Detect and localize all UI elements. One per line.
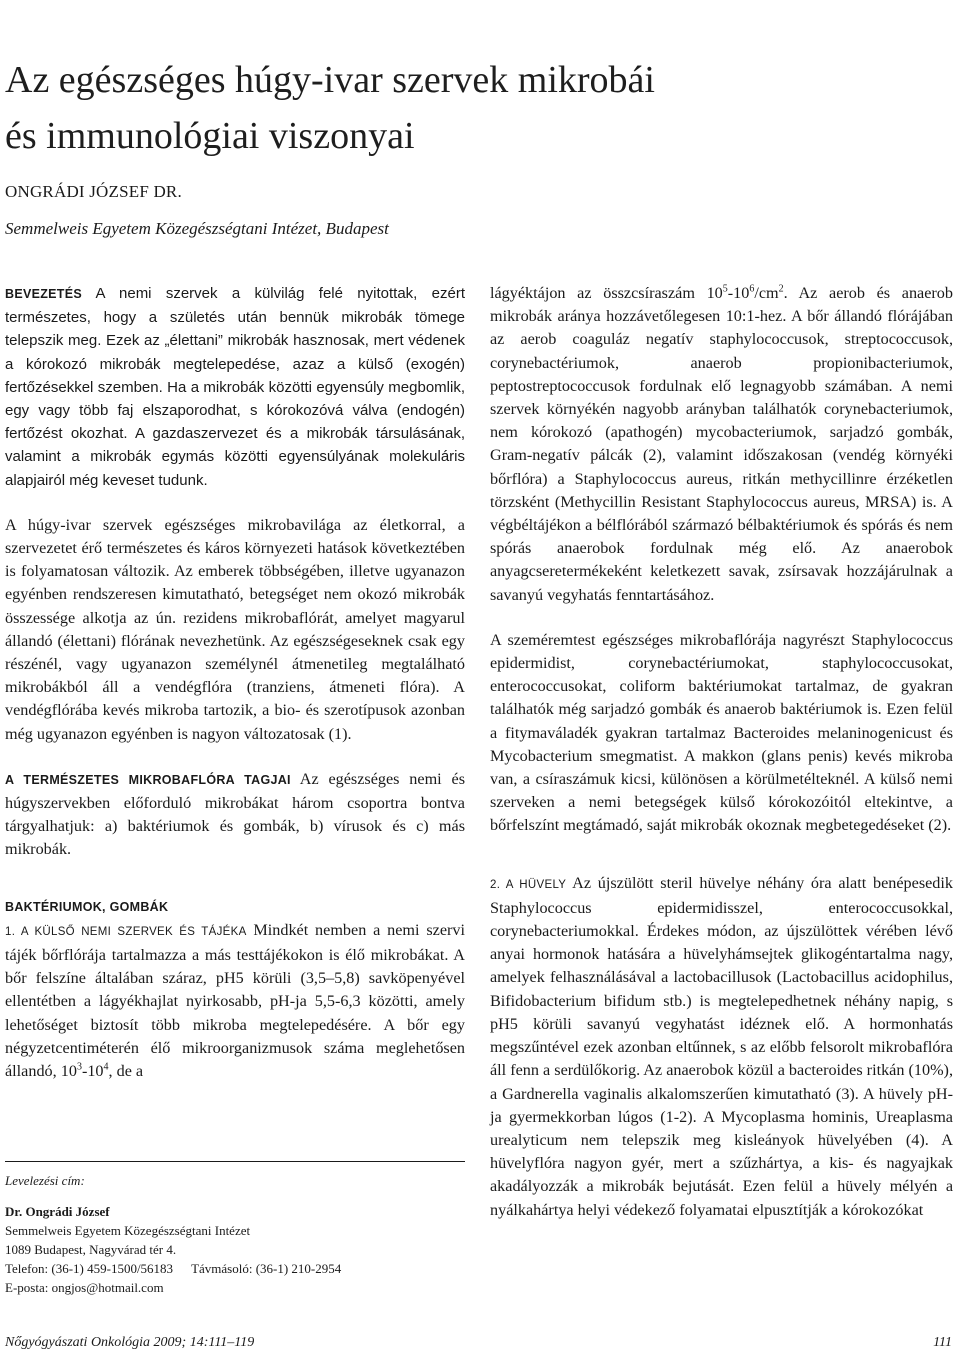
body-paragraph-1: A húgy-ivar szervek egészséges mikrobavilága az életkorral, a szervezetet érő természetes és káros környezeti hatások következtében is folyamatosan változik. Az emberek többségében, illetve ugyanazon egyénben rendszeresen kimutatható, betegséget nem okozó mikrobák összessége alkotja az ún. rezidens mikrobaflórát, amelyet magyarul állandó (élettani) flórának nevezhetünk. Az egészségeseknek csak egy részénél, vagy ugyanazon személynél átmenetileg megtalálható mikrobákból áll a vendégflóra (tranziens, átmeneti flóra). A vendégflórába kevés mikroba tartozik, a bio- és szerotípusok azonban még ugyanazon egyénben is nagyon változatosak (1). <box>5 515 465 743</box>
body-paragraph-2 <box>490 282 953 607</box>
author-name: ONGRÁDI JÓZSEF DR. <box>5 182 182 201</box>
correspondence-fax: Távmásoló: (36-1) 210-2954 <box>191 1261 342 1276</box>
superscript: 3 <box>76 1061 82 1073</box>
correspondence-institution: Semmelweis Egyetem Közegészségtani Intézet <box>5 1223 251 1238</box>
section-text-natural-flora: Az egészséges nemi és húgyszervekben előforduló mikrobákat három csoportra bontva tárgyalhatjuk: a) baktériumok és gombák, b) vírusok és c) más mikrobák. <box>5 769 465 859</box>
superscript: 2 <box>778 283 784 295</box>
subsection-lead-external: 1. A KÜLSŐ NEMI SZERVEK ÉS TÁJÉKA <box>5 925 247 938</box>
text-fragment: , de a <box>108 1062 144 1081</box>
correspondence-email: E-posta: ongjos@hotmail.com <box>5 1280 164 1295</box>
text-fragment: . Az aerob és anaerob mikrobák aránya hozzávetőlegesen 10:1-hez. A bőr állandó flórájában az aerob coaguláz negatív staphylococcusok, streptococcusok, corynebactériumok, anaerob propionibacteriumok, peptostreptococcusok fordulnak elő legnagyobb számában. A nemi szervek környékén nagyobb arányban találhatók corynebacteriumok, nem kórokozó (apathogén) mycobacteriumok, sarjadzó gombák, Gram-negatív pálcák (2), valamint időszakosan (vendég környéki bőrflóra) a Staphylococcus aureus, ritkán methycillinre érzéketlen törzsként (Methycillin Resistant Staphylococcus aureus, MRSA) is. A végbéltájékon a bélflórából származó bélbaktériumok és spórás és nem spórás anaerobok fordulnak még elő. Az anaerobok anyagcseretermékeként keletkezett savak, zsírsavak hozzájárulnak a savanyú vegyhatás fenntartásához. <box>490 284 953 604</box>
text-fragment: /cm <box>754 284 779 302</box>
author-affiliation: Semmelweis Egyetem Közegészségtani Intézet, Budapest <box>5 219 389 238</box>
subsection-paragraph-external <box>5 919 465 1083</box>
body-paragraph-3: A szeméremtest egészséges mikrobaflórája nagyrészt Staphylococcus epidermidist, corynebactériumokat, staphylococcusokat, enterococcusokat, coliform baktériumokat tartalmaz, de gyakran találhatók még sarjadzó gombák és anaerob baktériumok is. Ezen felül a fitymaváladék gyakran tartalmaz Bacteroides melaninogenicust és Mycobacterium smegmatist. A makkon (glans penis) kevés mikroba van, a csíraszámuk kicsi, különösen a körülmetélteknél. A külső nemi szerveken a nemi betegségek külső kórokozóitól eltekintve, a bőrfelszínt megtámadó, saját mikrobák okoznak megbetegedéseket (2). <box>490 630 953 835</box>
article-title <box>5 52 935 164</box>
text-fragment: -10 <box>727 284 750 302</box>
superscript: 6 <box>749 283 755 295</box>
correspondence-label: Levelezési cím: <box>5 1173 85 1188</box>
correspondence-name: Dr. Ongrádi József <box>5 1204 110 1219</box>
abstract-text: A nemi szervek a külvilág felé nyitottak, ezért természetes, hogy a születés után bennük mikrobák tömege telepszik meg. Ezek az „élettani” mikrobák hasznosak, mert védenek a kórokozó mikrobák megtelepedése, azaz a külső (exogén) fertőzésekkel szemben. Ha a mikrobák közötti egyensúly megbomlik, egy vagy több faj elszaporodhat, s kórokozóvá válva (endogén) fertőzést okozhat. A gazdaszervezet és a mikrobák társulásának, valamint a mikrobák egymás közötti egyensúlyának molekuláris alapjairól még keveset tudunk. <box>5 285 465 489</box>
subsection-text-vagina: Az újszülött steril hüvelye néhány óra alatt benépesedik Staphylococcus epidermidisszel, enterococcusokkal, corynebacteriumokkal. Érdekes módon, az újszülöttek vérében lévő anyai hormonok hatására a hüvelyhámsejtek glikogéntartalma nagy, amelyek felhasználásával a lactobacillusok (Lactobacillus acidophilus, Bifidobacterium bifidum stb.) is megtelepedhetnek néhány napig, s pH5 körüli savanyú vegyhatást idéznek elő. A hormonhatás megszűntével ezek azonban eltűnnek, s az előbb felsorolt mikrobaflóra áll fenn a serdülőkorig. Az anaerobok közül a bacteroides ritkán (10%), a Gardnerella vaginalis alkalomszerűen kimutatható (3). A hüvely pH-ja gyermekkorban lúgos (1-2). A Mycoplasma hominis, Ureaplasma urealyticum nem telepszik meg kisleányok hüvelyében (4). A hüvelyflóra nagyon gyér, mert a szűzhártya, a kis- és nagyajkak akadályozzák a mikrobák bejutását. Ezen felül a hüvely mélyén a nyálkahártya helyi védekező folyamatai elpusztítják a kórokozókat <box>490 873 953 1219</box>
abstract-lead: BEVEZETÉS <box>5 287 83 301</box>
journal-citation: Nőgyógyászati Onkológia 2009; 14:111–119 <box>5 1335 255 1350</box>
abstract-paragraph <box>5 282 465 492</box>
subsection-lead-vagina: 2. A HÜVELY <box>490 878 567 891</box>
superscript: 4 <box>103 1061 109 1073</box>
correspondence-block <box>5 1171 465 1297</box>
section-paragraph-natural-flora <box>5 768 465 862</box>
correspondence-phone-fax <box>5 1259 465 1278</box>
text-fragment: -10 <box>81 1062 104 1081</box>
superscript: 5 <box>722 283 728 295</box>
heading-bacteria: BAKTÉRIUMOK, GOMBÁK <box>5 899 169 914</box>
text-fragment: lágyéktájon az összcsíraszám 10 <box>490 284 723 302</box>
correspondence-divider <box>5 1161 465 1162</box>
correspondence-phone: Telefon: (36-1) 459-1500/56183 <box>5 1261 174 1276</box>
subsection-paragraph-vagina <box>490 872 953 1222</box>
page-number: 111 <box>933 1335 952 1350</box>
correspondence-address: 1089 Budapest, Nagyvárad tér 4. <box>5 1242 177 1257</box>
right-column <box>490 282 953 1222</box>
title-line-2: és immunológiai viszonyai <box>5 115 415 157</box>
section-lead-natural-flora: A TERMÉSZETES MIKROBAFLÓRA TAGJAI <box>5 772 291 787</box>
left-column <box>5 282 465 1083</box>
subsection-text-external: Mindkét nemben a nemi szervi tájék bőrflórája tartalmazza a más testtájékokon is élő mikrobákat. A bőr felszíne általában száraz, pH5 körüli (3,5–5,8) savköpenyével ellentétben a lágyékhajlat nyirkosabb, pH-ja 5,5-6,3 közötti, amely lehetőséget biztosít több mikroba megtelepedésére. A bőr egy négyzetcentiméterén élő mikroorganizmusok száma meglehetősen állandó, 10 <box>5 920 465 1081</box>
title-line-1: Az egészséges húgy-ivar szervek mikrobái <box>5 59 655 101</box>
